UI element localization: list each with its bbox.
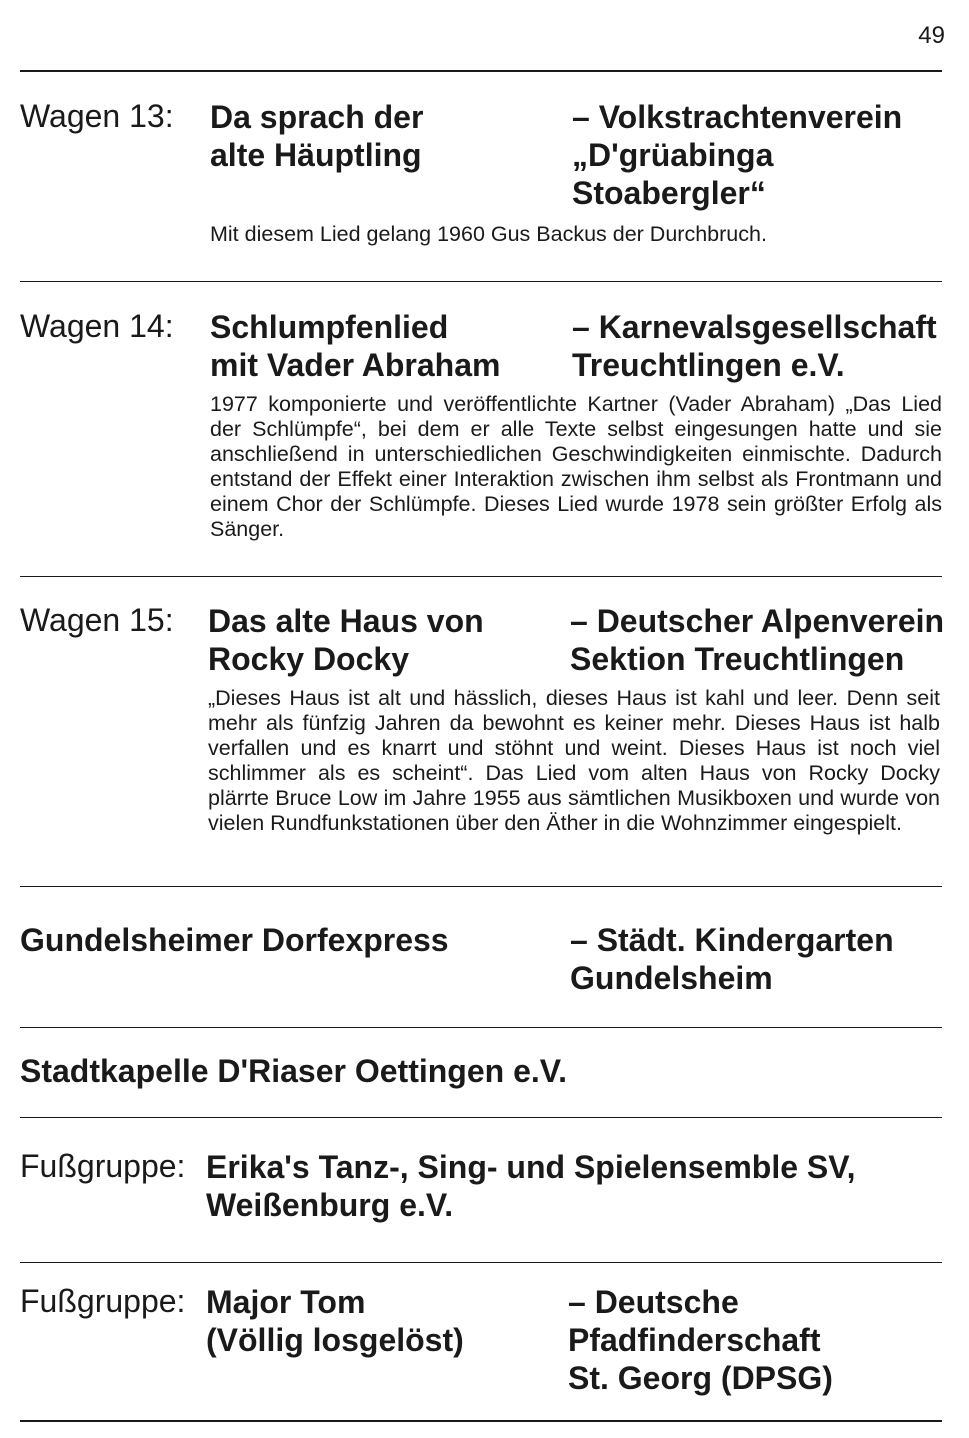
entry-label: Wagen 14: xyxy=(20,308,174,344)
entry-title: Schlumpfenlied mit Vader Abraham xyxy=(210,309,501,383)
entry-organization: – Karnevalsgesellschaft Treuchtlingen e.V. xyxy=(572,309,937,383)
divider xyxy=(20,1117,942,1118)
divider xyxy=(20,1262,942,1263)
entry-title: Major Tom (Völlig losgelöst) xyxy=(206,1284,464,1358)
entry-label: Fußgruppe: xyxy=(20,1148,186,1184)
entry-title: Erika's Tanz-, Sing- und Spielensemble SV, Weißenburg e.V. xyxy=(206,1149,856,1223)
entry-description: „Dieses Haus ist alt und hässlich, dieses Haus ist kahl und leer. Denn seit mehr als fünfzig Jahren da bewohnt es keiner mehr. Dieses Haus ist halb verfallen und es knarrt und stöhnt und weint. Dieses Haus ist noch viel schlimmer als es scheint“. Das Lied vom alten Haus von Rocky Docky plärrte Bruce Low im Jahre 1955 aus sämtlichen Musikboxen und wurde von vielen Rundfunkstationen über den Äther in die Wohnzimmer eingespielt. xyxy=(208,686,940,835)
entry-wagen-15 xyxy=(20,602,945,862)
entry-stadtkapelle xyxy=(20,1052,945,1092)
entry-wagen-14 xyxy=(20,308,945,548)
entry-organization: – Deutscher Alpenverein Sektion Treuchtlingen xyxy=(570,603,945,677)
divider xyxy=(20,1027,942,1028)
entry-fussgruppe-erika xyxy=(20,1148,945,1228)
page-number: 49 xyxy=(918,22,945,49)
top-rule xyxy=(20,70,942,72)
entry-label: Wagen 13: xyxy=(20,98,174,134)
entry-dorfexpress xyxy=(20,921,945,1001)
entry-organization: – Deutsche Pfadfinderschaft St. Georg (DPSG) xyxy=(568,1284,833,1396)
divider xyxy=(20,886,942,887)
entry-wagen-13 xyxy=(20,98,945,258)
entry-title: Stadtkapelle D'Riaser Oettingen e.V. xyxy=(20,1053,568,1089)
entry-description: 1977 komponierte und veröffentlichte Kartner (Vader Abraham) „Das Lied der Schlümpfe“, bei dem er alle Texte selbst eingesungen hatte und sie anschließend in unterschiedlichen Geschwindigkeiten einmischte. Dadurch entstand der Effekt einer Interaktion zwischen ihm selbst als Frontmann und einem Chor der Schlümpfe. Dieses Lied wurde 1978 sein größter Erfolg als Sänger. xyxy=(210,392,942,541)
bottom-rule xyxy=(20,1420,942,1422)
divider xyxy=(20,281,942,282)
entry-organization: – Städt. Kindergarten Gundelsheim xyxy=(570,922,894,996)
entry-label: Fußgruppe: xyxy=(20,1283,186,1319)
entry-title: Das alte Haus von Rocky Docky xyxy=(208,603,484,677)
entry-title: Da sprach der alte Häuptling xyxy=(210,99,424,173)
entry-label: Wagen 15: xyxy=(20,602,174,638)
divider xyxy=(20,576,942,577)
entry-fussgruppe-major-tom xyxy=(20,1283,945,1403)
entry-description: Mit diesem Lied gelang 1960 Gus Backus der Durchbruch. xyxy=(210,222,767,246)
entry-organization: – Volkstrachtenverein „D'grüabinga Stoabergler“ xyxy=(572,99,903,211)
entry-title: Gundelsheimer Dorfexpress xyxy=(20,922,449,958)
